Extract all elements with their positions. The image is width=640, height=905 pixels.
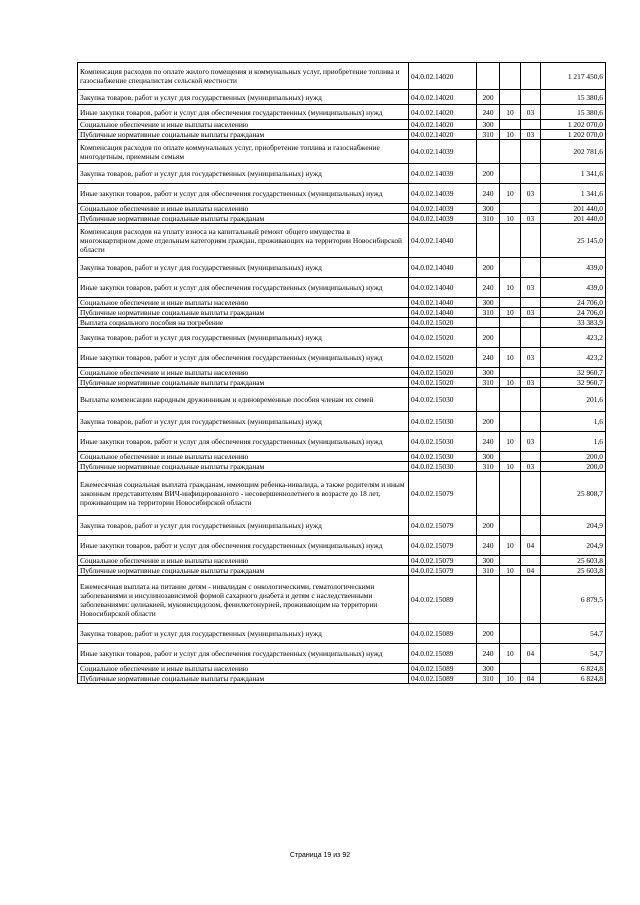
cell-code: 04.0.02.15030 bbox=[409, 462, 477, 472]
cell-pr bbox=[521, 140, 541, 164]
cell-vr: 200 bbox=[477, 624, 500, 644]
cell-name: Публичные нормативные социальные выплаты гражданам bbox=[78, 130, 409, 140]
cell-vr: 310 bbox=[477, 214, 500, 224]
cell-pr: 03 bbox=[521, 214, 541, 224]
cell-rz: 10 bbox=[500, 536, 521, 556]
cell-amount: 24 706,0 bbox=[541, 298, 606, 308]
cell-amount: 1 341,6 bbox=[541, 164, 606, 184]
cell-name: Закупка товаров, работ и услуг для государственных (муниципальных) нужд bbox=[78, 258, 409, 278]
table-row bbox=[78, 452, 606, 462]
cell-vr: 300 bbox=[477, 298, 500, 308]
cell-amount: 204,9 bbox=[541, 516, 606, 536]
table-row bbox=[78, 674, 606, 684]
cell-rz: 10 bbox=[500, 566, 521, 576]
cell-name: Публичные нормативные социальные выплаты гражданам bbox=[78, 566, 409, 576]
cell-amount: 6 824,8 bbox=[541, 674, 606, 684]
cell-rz bbox=[500, 120, 521, 130]
table-row bbox=[78, 318, 606, 328]
cell-amount: 54,7 bbox=[541, 624, 606, 644]
cell-name: Ежемесячная социальная выплата гражданам, имеющим ребенка-инвалида, а также родителям и иным законным представителям ВИЧ-инфицированного - несовершеннолетнего в возрасте до 18 лет, проживающим на территории Новосибирской области bbox=[78, 472, 409, 516]
cell-rz bbox=[500, 318, 521, 328]
cell-pr bbox=[521, 472, 541, 516]
cell-rz bbox=[500, 63, 521, 90]
cell-amount: 1,6 bbox=[541, 432, 606, 452]
cell-pr bbox=[521, 298, 541, 308]
cell-rz: 10 bbox=[500, 214, 521, 224]
cell-rz: 10 bbox=[500, 308, 521, 318]
cell-pr: 03 bbox=[521, 105, 541, 120]
cell-amount: 24 706,0 bbox=[541, 308, 606, 318]
cell-amount: 1,6 bbox=[541, 412, 606, 432]
cell-pr: 04 bbox=[521, 674, 541, 684]
cell-name: Иные закупки товаров, работ и услуг для обеспечения государственных (муниципальных) нужд bbox=[78, 348, 409, 368]
cell-amount: 423,2 bbox=[541, 328, 606, 348]
cell-code: 04.0.02.15079 bbox=[409, 556, 477, 566]
cell-amount: 15 380,6 bbox=[541, 105, 606, 120]
cell-vr: 200 bbox=[477, 258, 500, 278]
cell-code: 04.0.02.14039 bbox=[409, 184, 477, 204]
cell-rz bbox=[500, 224, 521, 258]
cell-amount: 1 202 070,0 bbox=[541, 120, 606, 130]
cell-rz: 10 bbox=[500, 378, 521, 388]
cell-name: Иные закупки товаров, работ и услуг для обеспечения государственных (муниципальных) нужд bbox=[78, 432, 409, 452]
cell-amount: 1 217 450,6 bbox=[541, 63, 606, 90]
cell-code: 04.0.02.15030 bbox=[409, 388, 477, 412]
cell-amount: 15 380,6 bbox=[541, 90, 606, 105]
table-row bbox=[78, 90, 606, 105]
cell-rz bbox=[500, 472, 521, 516]
cell-vr: 200 bbox=[477, 328, 500, 348]
cell-rz bbox=[500, 664, 521, 674]
table-row bbox=[78, 378, 606, 388]
cell-rz bbox=[500, 368, 521, 378]
table-row bbox=[78, 348, 606, 368]
cell-pr: 03 bbox=[521, 462, 541, 472]
cell-vr: 300 bbox=[477, 204, 500, 214]
cell-amount: 33 383,9 bbox=[541, 318, 606, 328]
table-row bbox=[78, 120, 606, 130]
cell-code: 04.0.02.15020 bbox=[409, 348, 477, 368]
cell-rz bbox=[500, 516, 521, 536]
cell-code: 04.0.02.14020 bbox=[409, 63, 477, 90]
cell-pr: 03 bbox=[521, 378, 541, 388]
cell-rz bbox=[500, 258, 521, 278]
cell-amount: 200,0 bbox=[541, 452, 606, 462]
cell-code: 04.0.02.14039 bbox=[409, 204, 477, 214]
table-row bbox=[78, 204, 606, 214]
cell-pr bbox=[521, 368, 541, 378]
cell-code: 04.0.02.15089 bbox=[409, 624, 477, 644]
table-row bbox=[78, 462, 606, 472]
table-row bbox=[78, 624, 606, 644]
cell-pr bbox=[521, 388, 541, 412]
cell-pr bbox=[521, 318, 541, 328]
cell-code: 04.0.02.15089 bbox=[409, 674, 477, 684]
cell-amount: 423,2 bbox=[541, 348, 606, 368]
cell-code: 04.0.02.14039 bbox=[409, 214, 477, 224]
cell-pr: 03 bbox=[521, 348, 541, 368]
cell-vr: 240 bbox=[477, 184, 500, 204]
cell-code: 04.0.02.15030 bbox=[409, 412, 477, 432]
cell-vr: 300 bbox=[477, 452, 500, 462]
cell-rz bbox=[500, 624, 521, 644]
cell-amount: 32 960,7 bbox=[541, 378, 606, 388]
cell-name: Публичные нормативные социальные выплаты гражданам bbox=[78, 378, 409, 388]
table-row bbox=[78, 308, 606, 318]
cell-rz: 10 bbox=[500, 462, 521, 472]
cell-pr bbox=[521, 624, 541, 644]
cell-pr: 04 bbox=[521, 536, 541, 556]
table-row bbox=[78, 184, 606, 204]
cell-vr: 200 bbox=[477, 412, 500, 432]
cell-rz: 10 bbox=[500, 644, 521, 664]
cell-name: Социальное обеспечение и иные выплаты населению bbox=[78, 298, 409, 308]
cell-pr bbox=[521, 556, 541, 566]
table-row bbox=[78, 130, 606, 140]
cell-pr bbox=[521, 412, 541, 432]
cell-name: Компенсация расходов на уплату взноса на капитальный ремонт общего имущества в многоквартирном доме отдельным категориям граждан, проживающих на территории Новосибирской области bbox=[78, 224, 409, 258]
cell-amount: 439,0 bbox=[541, 278, 606, 298]
cell-vr bbox=[477, 472, 500, 516]
cell-name: Закупка товаров, работ и услуг для государственных (муниципальных) нужд bbox=[78, 624, 409, 644]
cell-pr bbox=[521, 576, 541, 624]
cell-vr bbox=[477, 140, 500, 164]
cell-pr bbox=[521, 204, 541, 214]
cell-pr: 03 bbox=[521, 432, 541, 452]
cell-code: 04.0.02.15020 bbox=[409, 328, 477, 348]
cell-name: Иные закупки товаров, работ и услуг для обеспечения государственных (муниципальных) нужд bbox=[78, 278, 409, 298]
cell-name: Выплаты компенсации народным дружинникам и единовременные пособия членам их семей bbox=[78, 388, 409, 412]
table-row bbox=[78, 516, 606, 536]
table-row bbox=[78, 105, 606, 120]
cell-rz: 10 bbox=[500, 130, 521, 140]
table-row bbox=[78, 258, 606, 278]
cell-vr: 240 bbox=[477, 536, 500, 556]
cell-code: 04.0.02.14040 bbox=[409, 224, 477, 258]
cell-code: 04.0.02.15089 bbox=[409, 644, 477, 664]
cell-rz bbox=[500, 204, 521, 214]
cell-amount: 54,7 bbox=[541, 644, 606, 664]
cell-amount: 25 603,8 bbox=[541, 556, 606, 566]
cell-rz bbox=[500, 556, 521, 566]
cell-code: 04.0.02.15020 bbox=[409, 318, 477, 328]
cell-code: 04.0.02.14040 bbox=[409, 298, 477, 308]
cell-rz: 10 bbox=[500, 432, 521, 452]
cell-name: Публичные нормативные социальные выплаты гражданам bbox=[78, 214, 409, 224]
cell-pr: 03 bbox=[521, 130, 541, 140]
cell-vr: 310 bbox=[477, 462, 500, 472]
cell-amount: 201,6 bbox=[541, 388, 606, 412]
cell-vr: 310 bbox=[477, 308, 500, 318]
cell-rz bbox=[500, 298, 521, 308]
cell-vr bbox=[477, 224, 500, 258]
cell-name: Социальное обеспечение и иные выплаты населению bbox=[78, 664, 409, 674]
cell-rz: 10 bbox=[500, 348, 521, 368]
cell-vr: 240 bbox=[477, 105, 500, 120]
cell-vr: 310 bbox=[477, 130, 500, 140]
cell-code: 04.0.02.15030 bbox=[409, 432, 477, 452]
cell-pr: 04 bbox=[521, 644, 541, 664]
cell-vr: 300 bbox=[477, 120, 500, 130]
table-row bbox=[78, 368, 606, 378]
cell-vr: 240 bbox=[477, 644, 500, 664]
cell-rz: 10 bbox=[500, 105, 521, 120]
cell-name: Иные закупки товаров, работ и услуг для обеспечения государственных (муниципальных) нужд bbox=[78, 536, 409, 556]
cell-amount: 202 781,6 bbox=[541, 140, 606, 164]
table-row bbox=[78, 664, 606, 674]
cell-rz bbox=[500, 164, 521, 184]
cell-name: Социальное обеспечение и иные выплаты населению bbox=[78, 452, 409, 462]
cell-code: 04.0.02.14020 bbox=[409, 120, 477, 130]
cell-vr: 200 bbox=[477, 516, 500, 536]
table-row bbox=[78, 298, 606, 308]
cell-pr bbox=[521, 224, 541, 258]
cell-pr bbox=[521, 258, 541, 278]
cell-amount: 25 145,0 bbox=[541, 224, 606, 258]
cell-vr bbox=[477, 576, 500, 624]
cell-rz bbox=[500, 576, 521, 624]
cell-code: 04.0.02.15030 bbox=[409, 452, 477, 462]
table-row bbox=[78, 566, 606, 576]
cell-vr: 200 bbox=[477, 90, 500, 105]
cell-rz bbox=[500, 388, 521, 412]
cell-name: Ежемесячная выплата на питание детям - инвалидам с онкологическими, гематологическими заболеваниями и инсулинозависимой формой сахарного диабета и детям с наследственными заболеваниями: целиакией, муковисцидозом, фенилкетонурией, проживающим на территории Новосибирской области bbox=[78, 576, 409, 624]
cell-pr bbox=[521, 120, 541, 130]
cell-name: Иные закупки товаров, работ и услуг для обеспечения государственных (муниципальных) нужд bbox=[78, 105, 409, 120]
cell-rz: 10 bbox=[500, 278, 521, 298]
cell-amount: 1 341,6 bbox=[541, 184, 606, 204]
table-row bbox=[78, 644, 606, 664]
cell-rz: 10 bbox=[500, 674, 521, 684]
cell-vr bbox=[477, 318, 500, 328]
cell-pr bbox=[521, 63, 541, 90]
cell-pr: 03 bbox=[521, 278, 541, 298]
table-row bbox=[78, 278, 606, 298]
table-row bbox=[78, 328, 606, 348]
cell-name: Выплата социального пособия на погребение bbox=[78, 318, 409, 328]
cell-amount: 201 440,0 bbox=[541, 204, 606, 214]
cell-code: 04.0.02.15079 bbox=[409, 516, 477, 536]
cell-name: Публичные нормативные социальные выплаты гражданам bbox=[78, 674, 409, 684]
cell-name: Социальное обеспечение и иные выплаты населению bbox=[78, 368, 409, 378]
cell-vr: 240 bbox=[477, 432, 500, 452]
cell-code: 04.0.02.14040 bbox=[409, 308, 477, 318]
cell-name: Иные закупки товаров, работ и услуг для обеспечения государственных (муниципальных) нужд bbox=[78, 644, 409, 664]
table-row bbox=[78, 576, 606, 624]
cell-vr bbox=[477, 388, 500, 412]
cell-vr: 300 bbox=[477, 556, 500, 566]
cell-name: Социальное обеспечение и иные выплаты населению bbox=[78, 204, 409, 214]
table-row bbox=[78, 556, 606, 566]
cell-name: Закупка товаров, работ и услуг для государственных (муниципальных) нужд bbox=[78, 164, 409, 184]
cell-pr: 03 bbox=[521, 308, 541, 318]
cell-name: Закупка товаров, работ и услуг для государственных (муниципальных) нужд bbox=[78, 328, 409, 348]
cell-code: 04.0.02.14020 bbox=[409, 105, 477, 120]
cell-amount: 204,9 bbox=[541, 536, 606, 556]
cell-name: Публичные нормативные социальные выплаты гражданам bbox=[78, 308, 409, 318]
cell-amount: 201 440,0 bbox=[541, 214, 606, 224]
cell-rz bbox=[500, 90, 521, 105]
cell-name: Закупка товаров, работ и услуг для государственных (муниципальных) нужд bbox=[78, 90, 409, 105]
cell-pr bbox=[521, 164, 541, 184]
table-row bbox=[78, 164, 606, 184]
cell-amount: 6 879,5 bbox=[541, 576, 606, 624]
page-footer: Страница 19 из 92 bbox=[289, 852, 351, 859]
cell-amount: 439,0 bbox=[541, 258, 606, 278]
table-row bbox=[78, 214, 606, 224]
cell-amount: 6 824,8 bbox=[541, 664, 606, 674]
cell-amount: 200,0 bbox=[541, 462, 606, 472]
cell-pr bbox=[521, 516, 541, 536]
cell-pr: 03 bbox=[521, 184, 541, 204]
cell-vr: 310 bbox=[477, 566, 500, 576]
cell-code: 04.0.02.14020 bbox=[409, 90, 477, 105]
cell-name: Компенсация расходов по оплате коммунальных услуг, приобретение топлива и газоснабжение многодетным, приемным семьям bbox=[78, 140, 409, 164]
cell-rz: 10 bbox=[500, 184, 521, 204]
cell-pr bbox=[521, 664, 541, 674]
cell-name: Социальное обеспечение и иные выплаты населению bbox=[78, 120, 409, 130]
cell-code: 04.0.02.14040 bbox=[409, 278, 477, 298]
cell-vr: 200 bbox=[477, 164, 500, 184]
table-row bbox=[78, 536, 606, 556]
cell-code: 04.0.02.15020 bbox=[409, 368, 477, 378]
cell-vr: 310 bbox=[477, 378, 500, 388]
table-row bbox=[78, 224, 606, 258]
cell-code: 04.0.02.15079 bbox=[409, 472, 477, 516]
table-row bbox=[78, 412, 606, 432]
cell-code: 04.0.02.15079 bbox=[409, 566, 477, 576]
cell-vr: 310 bbox=[477, 674, 500, 684]
cell-vr: 300 bbox=[477, 664, 500, 674]
cell-name: Закупка товаров, работ и услуг для государственных (муниципальных) нужд bbox=[78, 516, 409, 536]
budget-table bbox=[77, 62, 606, 684]
table-row bbox=[78, 63, 606, 90]
cell-rz bbox=[500, 140, 521, 164]
table-row bbox=[78, 140, 606, 164]
table-row bbox=[78, 432, 606, 452]
cell-code: 04.0.02.15089 bbox=[409, 576, 477, 624]
cell-name: Социальное обеспечение и иные выплаты населению bbox=[78, 556, 409, 566]
cell-code: 04.0.02.14040 bbox=[409, 258, 477, 278]
cell-pr: 04 bbox=[521, 566, 541, 576]
table-body bbox=[78, 63, 606, 684]
cell-pr bbox=[521, 452, 541, 462]
cell-code: 04.0.02.14039 bbox=[409, 140, 477, 164]
cell-rz bbox=[500, 452, 521, 462]
cell-pr bbox=[521, 90, 541, 105]
cell-rz bbox=[500, 328, 521, 348]
cell-code: 04.0.02.15020 bbox=[409, 378, 477, 388]
cell-name: Иные закупки товаров, работ и услуг для обеспечения государственных (муниципальных) нужд bbox=[78, 184, 409, 204]
table-row bbox=[78, 388, 606, 412]
cell-name: Компенсация расходов по оплате жилого помещения и коммунальных услуг, приобретение топлива и газоснабжение специалистам сельской местности bbox=[78, 63, 409, 90]
cell-code: 04.0.02.15089 bbox=[409, 664, 477, 674]
cell-code: 04.0.02.15079 bbox=[409, 536, 477, 556]
cell-name: Закупка товаров, работ и услуг для государственных (муниципальных) нужд bbox=[78, 412, 409, 432]
cell-amount: 32 960,7 bbox=[541, 368, 606, 378]
cell-vr: 240 bbox=[477, 348, 500, 368]
table-row bbox=[78, 472, 606, 516]
cell-rz bbox=[500, 412, 521, 432]
cell-vr: 240 bbox=[477, 278, 500, 298]
cell-vr bbox=[477, 63, 500, 90]
cell-code: 04.0.02.14039 bbox=[409, 164, 477, 184]
cell-code: 04.0.02.14020 bbox=[409, 130, 477, 140]
cell-vr: 300 bbox=[477, 368, 500, 378]
cell-amount: 25 808,7 bbox=[541, 472, 606, 516]
cell-amount: 1 202 070,0 bbox=[541, 130, 606, 140]
cell-amount: 25 603,8 bbox=[541, 566, 606, 576]
cell-pr bbox=[521, 328, 541, 348]
cell-name: Публичные нормативные социальные выплаты гражданам bbox=[78, 462, 409, 472]
